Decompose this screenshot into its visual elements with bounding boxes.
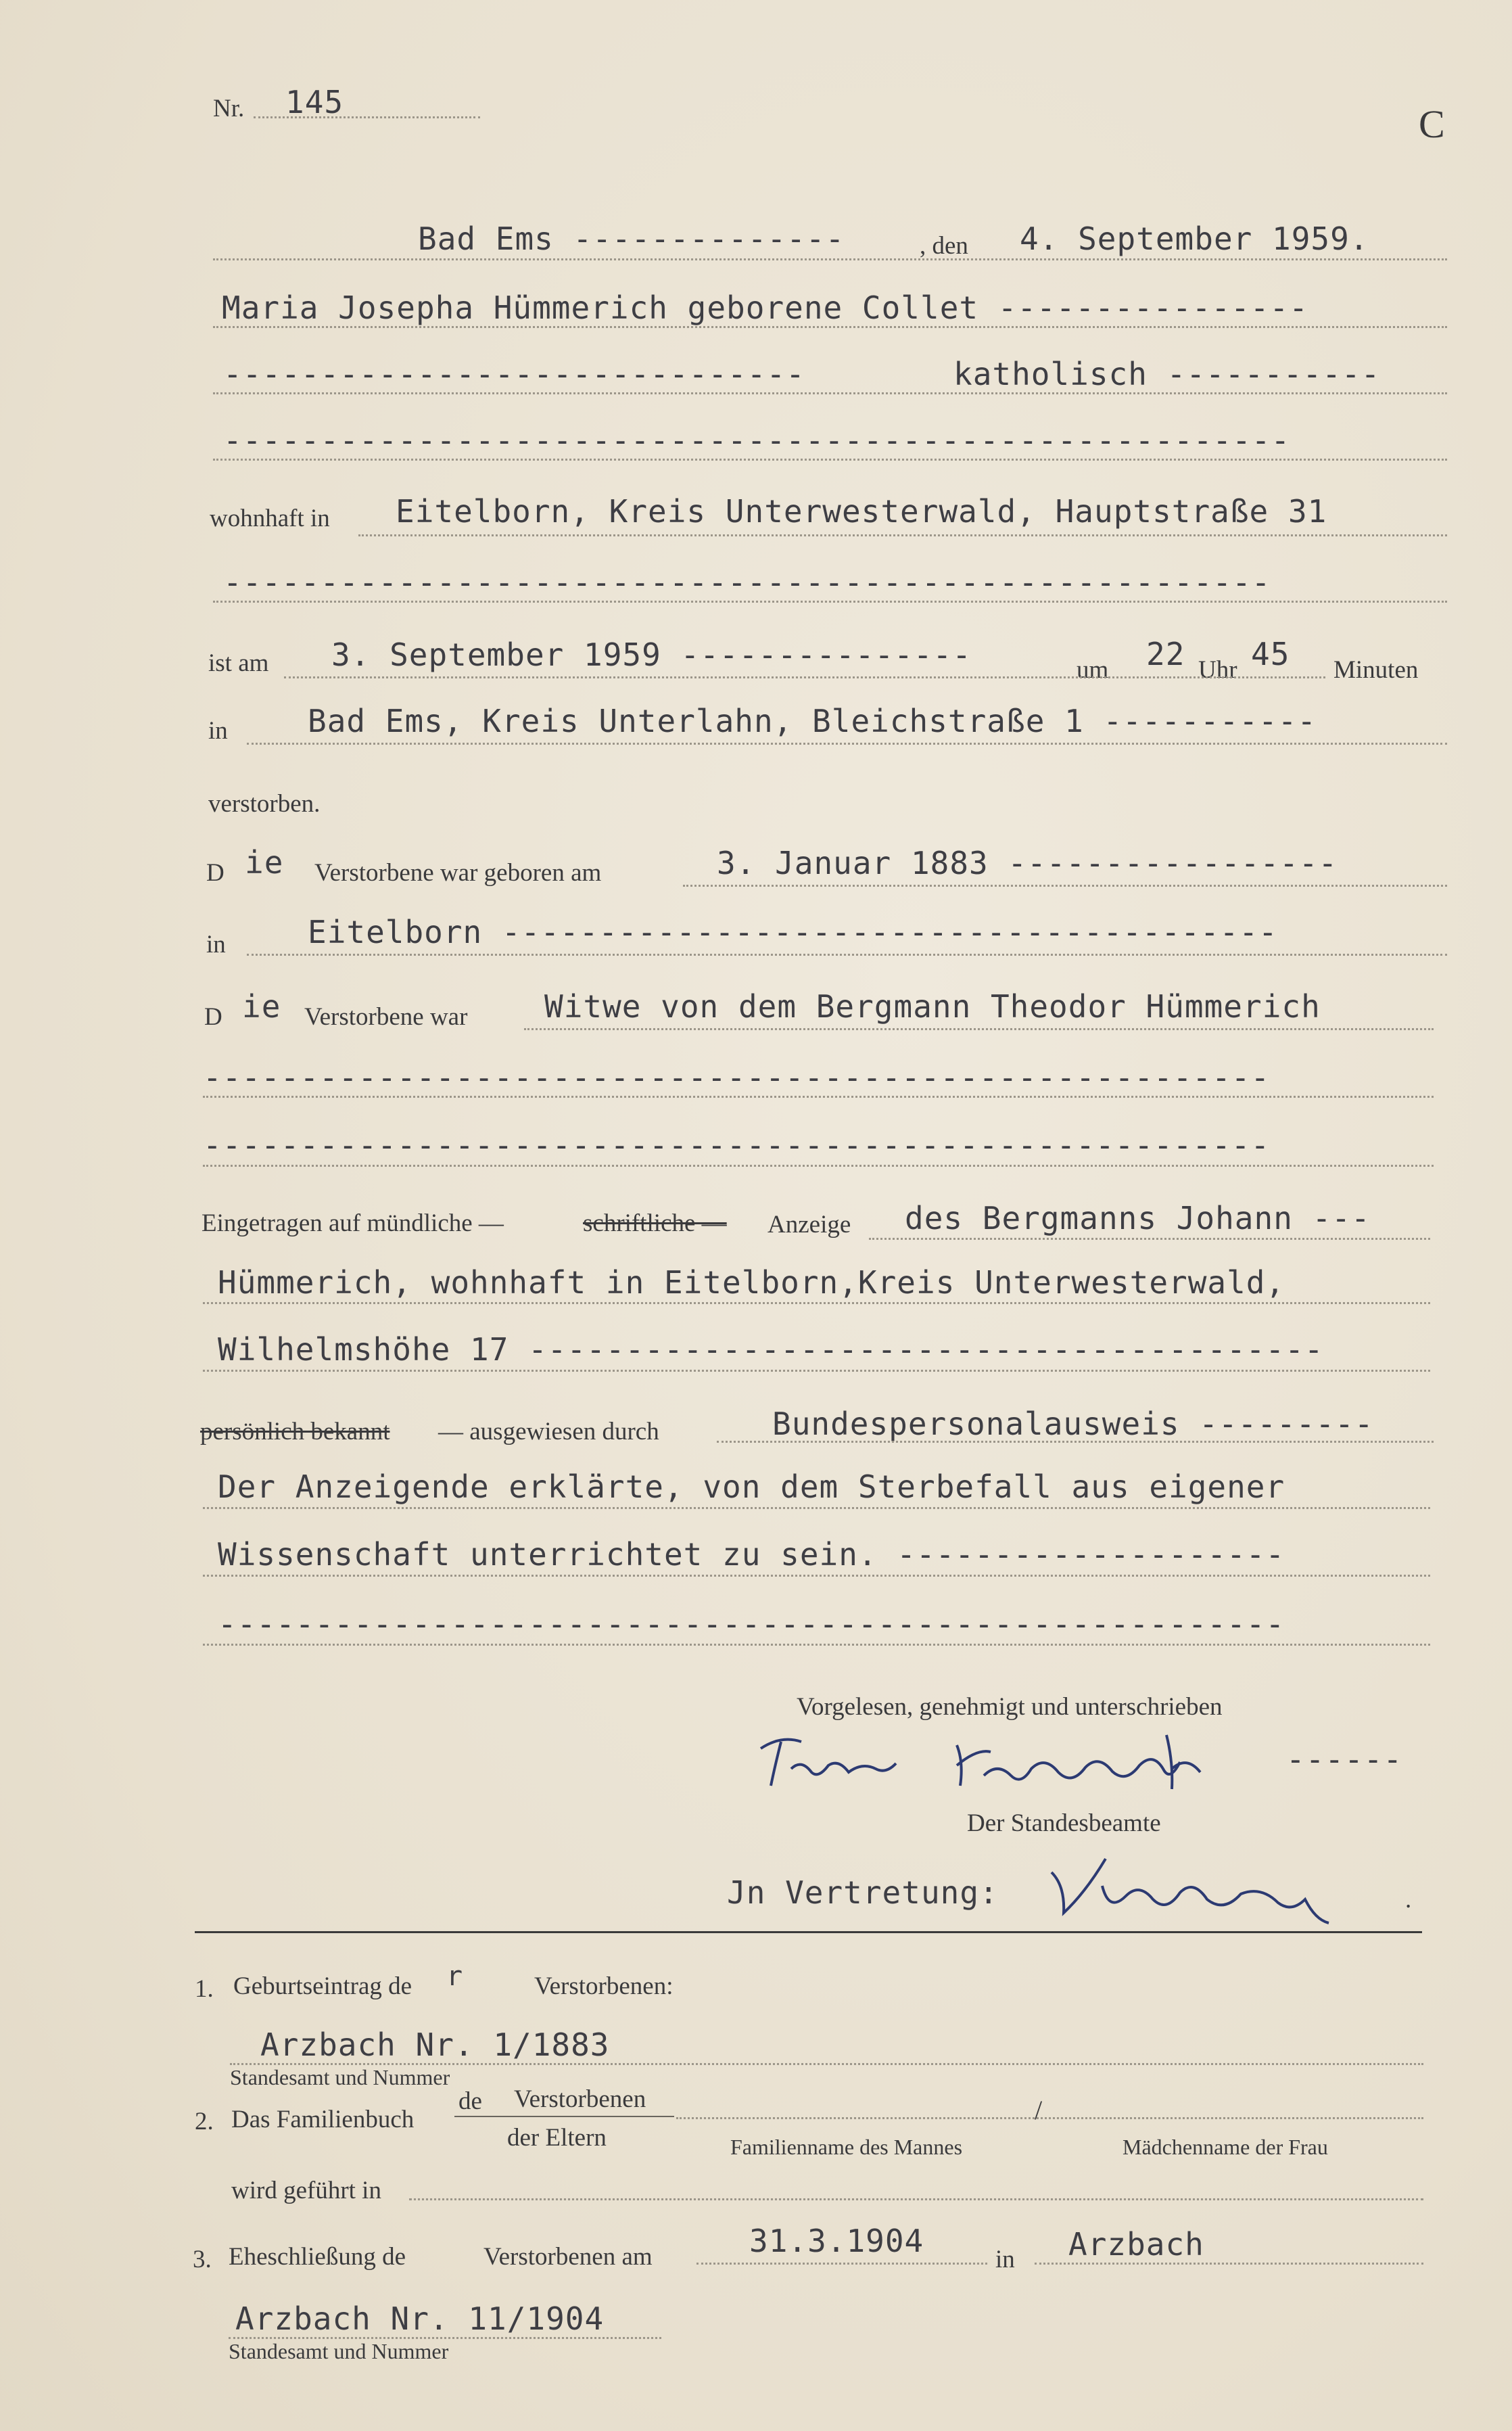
birth-label: Verstorbene war geboren am xyxy=(314,859,602,887)
dash-fill: ------------------------------------------------------- xyxy=(218,1608,1285,1640)
nr-label: Nr. xyxy=(213,95,245,122)
date-label: , den xyxy=(920,232,968,260)
note-3-caption: Standesamt und Nummer xyxy=(229,2339,449,2363)
informant-line-2: Hümmerich, wohnhaft in Eitelborn,Kreis Unterwesterwald, xyxy=(218,1264,1285,1301)
dotted-line xyxy=(869,1238,1430,1240)
dotted-line xyxy=(247,743,1447,745)
death-hour: 22 xyxy=(1146,636,1185,672)
status-d-label: D xyxy=(204,1003,222,1031)
dotted-line xyxy=(254,116,480,118)
birth-d-label: D xyxy=(206,859,225,887)
deceased-name: Maria Josepha Hümmerich geborene Collet ---------------- xyxy=(222,290,1308,326)
verstorben-label: verstorben. xyxy=(208,790,321,818)
dash-fill: ------------------------------------------------------- xyxy=(223,425,1291,456)
death-place-label: in xyxy=(208,717,228,745)
note-3-number: 3. xyxy=(193,2246,212,2273)
death-date: 3. September 1959 --------------- xyxy=(331,636,972,673)
section-divider xyxy=(195,1931,1422,1933)
dash-fill: ------------------------------ xyxy=(223,358,805,390)
dotted-line xyxy=(203,1165,1434,1167)
note-2-slash: / xyxy=(1035,2095,1043,2125)
declaration-line-2: Wissenschaft unterrichtet zu sein. -------------------- xyxy=(218,1536,1285,1573)
registration-label: Eingetragen auf mündliche — xyxy=(202,1209,504,1237)
birth-place-label: in xyxy=(206,931,226,958)
dotted-line xyxy=(213,392,1447,394)
dotted-line xyxy=(683,885,1447,887)
residence-label: wohnhaft in xyxy=(210,505,330,532)
status-label: Verstorbene war xyxy=(304,1003,468,1031)
signature-dashes: ------ xyxy=(1286,1741,1403,1778)
note-2-number: 2. xyxy=(195,2108,214,2135)
record-date: 4. September 1959. xyxy=(1020,221,1369,257)
note-2-option-parents: der Eltern xyxy=(507,2124,607,2152)
marriage-place: Arzbach xyxy=(1068,2226,1204,2263)
registrar-label: Der Standesbeamte xyxy=(967,1809,1161,1837)
deputy-label: Jn Vertretung: xyxy=(727,1874,999,1911)
dotted-line xyxy=(409,2198,1423,2200)
death-minutes: 45 xyxy=(1251,636,1290,672)
dotted-line xyxy=(203,1370,1430,1372)
dotted-line xyxy=(203,1302,1430,1304)
informant-signature xyxy=(754,1721,1268,1796)
note-2-kept-label: wird geführt in xyxy=(231,2177,381,2204)
dash-fill: ------------------------------------------------------- xyxy=(203,1062,1271,1093)
signature-dot: . xyxy=(1405,1886,1412,1914)
note-1-label: Geburtseintrag de xyxy=(233,1972,412,2000)
declaration-line-1: Der Anzeigende erklärte, von dem Sterbefall aus eigener xyxy=(218,1468,1285,1505)
entry-number: 145 xyxy=(285,84,344,120)
informant-line-1: des Bergmanns Johann --- xyxy=(905,1200,1371,1236)
note-1-suffix: r xyxy=(446,1961,464,1992)
dotted-line xyxy=(284,676,1325,678)
corner-letter: C xyxy=(1419,102,1445,146)
dotted-line xyxy=(717,1441,1434,1443)
dotted-line xyxy=(213,258,1447,260)
note-1-label-2: Verstorbenen: xyxy=(534,1972,674,2000)
marital-status: Witwe von dem Bergmann Theodor Hümmerich xyxy=(544,988,1321,1025)
note-3-in-label: in xyxy=(995,2246,1015,2273)
informant-line-3: Wilhelmshöhe 17 ----------------------------------------- xyxy=(218,1331,1324,1368)
residence: Eitelborn, Kreis Unterwesterwald, Hauptstraße 31 xyxy=(396,493,1327,530)
dotted-line xyxy=(247,954,1447,956)
anzeige-label: Anzeige xyxy=(767,1211,851,1238)
identification-document: Bundespersonalausweis --------- xyxy=(772,1406,1374,1442)
dotted-line xyxy=(203,1096,1434,1098)
dotted-line xyxy=(1035,2263,1423,2265)
dash-fill: ------------------------------------------------------ xyxy=(223,567,1271,598)
signed-label: Vorgelesen, genehmigt und unterschrieben xyxy=(797,1693,1223,1721)
birth-d-suffix: ie xyxy=(245,844,284,881)
birth-place: Eitelborn ---------------------------------------- xyxy=(308,914,1278,950)
note-2-option-deceased: Verstorbenen xyxy=(514,2085,646,2113)
note-1-caption: Standesamt und Nummer xyxy=(230,2065,450,2089)
dotted-line xyxy=(676,2117,1423,2119)
status-d-suffix: ie xyxy=(242,988,281,1025)
note-2-husband-caption: Familienname des Mannes xyxy=(730,2135,963,2159)
dash-fill: ------------------------------------------------------- xyxy=(203,1130,1271,1161)
dotted-line xyxy=(213,326,1447,328)
identification-label: — ausgewiesen durch xyxy=(438,1418,659,1445)
dotted-line xyxy=(213,601,1447,603)
place: Bad Ems -------------- xyxy=(418,221,845,257)
note-1-value: Arzbach Nr. 1/1883 xyxy=(260,2027,610,2063)
dotted-line xyxy=(696,2263,987,2265)
registrar-signature xyxy=(1045,1845,1403,1933)
dotted-line xyxy=(203,1644,1430,1646)
death-place: Bad Ems, Kreis Unterlahn, Bleichstraße 1 ----------- xyxy=(308,703,1317,739)
dotted-line xyxy=(358,534,1447,536)
dotted-line xyxy=(524,1028,1434,1030)
note-3-value: Arzbach Nr. 11/1904 xyxy=(235,2300,605,2337)
dotted-line xyxy=(213,459,1447,461)
option-divider xyxy=(454,2116,674,2117)
marriage-date: 31.3.1904 xyxy=(749,2223,924,2259)
note-2-wife-caption: Mädchenname der Frau xyxy=(1123,2135,1328,2159)
identification-struck: persönlich bekannt xyxy=(200,1418,390,1445)
note-3-label-2: Verstorbenen am xyxy=(483,2243,653,2271)
death-date-label: ist am xyxy=(208,649,269,677)
note-2-label: Das Familienbuch xyxy=(231,2106,415,2133)
note-2-de: de xyxy=(458,2087,482,2115)
note-1-number: 1. xyxy=(195,1975,214,2003)
dotted-line xyxy=(203,1575,1430,1577)
note-3-label: Eheschließung de xyxy=(229,2243,406,2271)
uhr-label: Uhr xyxy=(1198,656,1237,684)
um-label: um xyxy=(1077,656,1109,684)
birth-date: 3. Januar 1883 ----------------- xyxy=(717,845,1338,881)
dotted-line xyxy=(203,1507,1430,1509)
religion: katholisch ----------- xyxy=(953,356,1381,392)
registration-struck: schriftliche — xyxy=(583,1209,727,1237)
minuten-label: Minuten xyxy=(1333,656,1419,684)
